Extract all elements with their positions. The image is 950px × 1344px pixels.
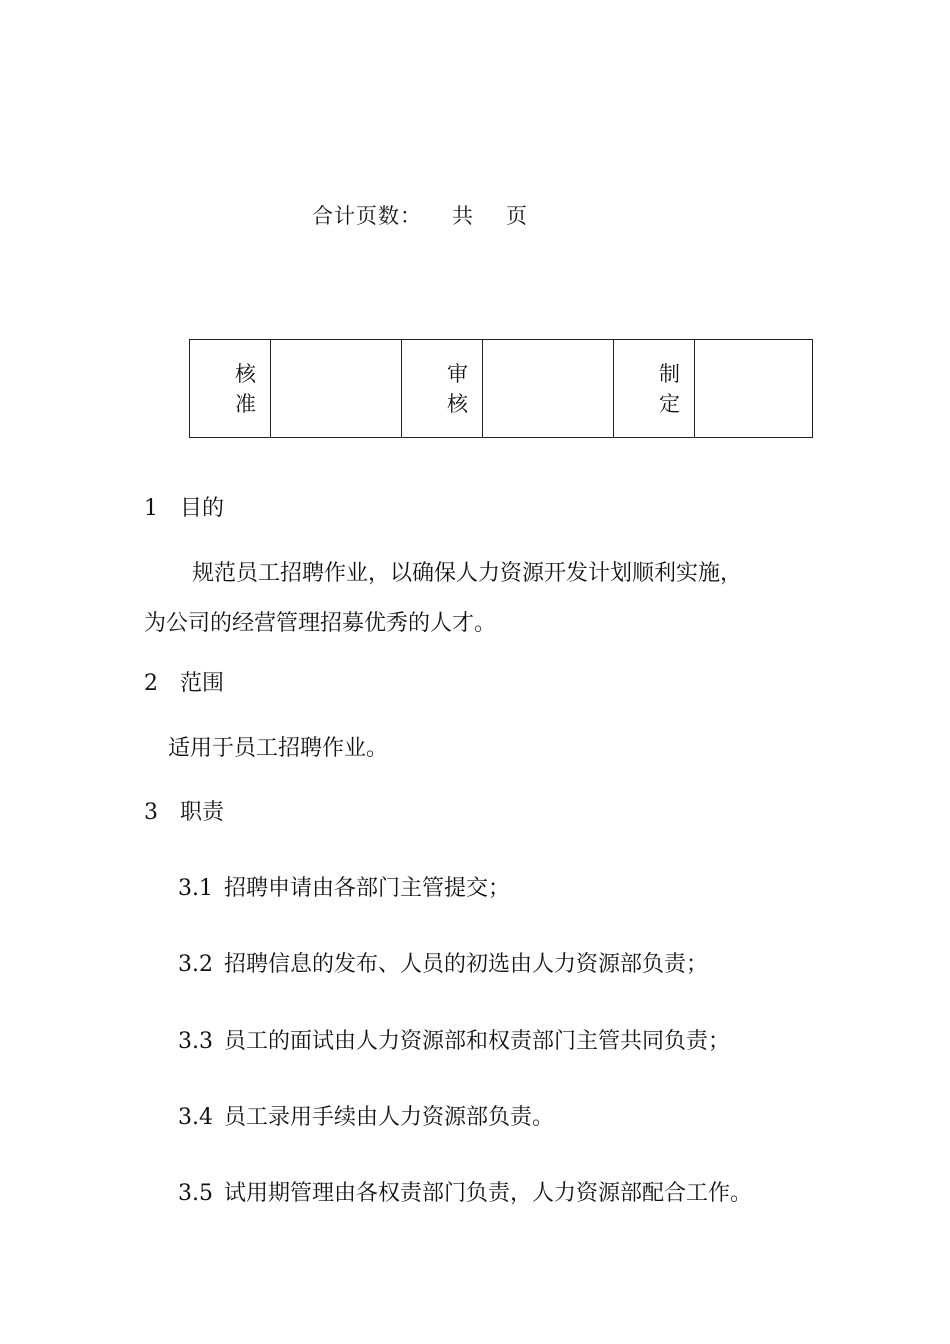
duty-item-3-2: 3.2 招聘信息的发布、人员的初选由人力资源部负责； bbox=[178, 952, 709, 977]
section-3-heading: 3 职责 bbox=[144, 800, 225, 825]
approval-table bbox=[189, 339, 813, 438]
duty-item-3-4: 3.4 员工录用手续由人力资源部负责。 bbox=[178, 1105, 555, 1130]
page-count-label: 合计页数： bbox=[312, 204, 422, 228]
section-1-heading: 1 目的 bbox=[144, 496, 225, 521]
section-1-body-line-1: 规范员工招聘作业，以确保人力资源开发计划顺利实施， bbox=[192, 561, 743, 586]
page-count-line bbox=[312, 200, 528, 230]
section-2-body: 适用于员工招聘作业。 bbox=[168, 736, 389, 761]
duty-item-3-1: 3.1 招聘申请由各部门主管提交； bbox=[178, 876, 511, 901]
approve-label-cell: 核 准 bbox=[190, 340, 271, 438]
duty-item-3-3: 3.3 员工的面试由人力资源部和权责部门主管共同负责； bbox=[178, 1029, 731, 1054]
section-1-body-line-2: 为公司的经营管理招募优秀的人才。 bbox=[144, 611, 497, 636]
page-word: 页 bbox=[506, 204, 528, 228]
approve-value-cell bbox=[271, 340, 402, 438]
draft-value-cell bbox=[695, 340, 813, 438]
section-2-heading: 2 范围 bbox=[144, 671, 225, 696]
total-word: 共 bbox=[452, 204, 474, 228]
draft-label-cell: 制 定 bbox=[614, 340, 695, 438]
duty-item-3-5: 3.5 试用期管理由各权责部门负责，人力资源部配合工作。 bbox=[178, 1181, 753, 1206]
review-label-cell: 审 核 bbox=[402, 340, 483, 438]
review-value-cell bbox=[483, 340, 614, 438]
